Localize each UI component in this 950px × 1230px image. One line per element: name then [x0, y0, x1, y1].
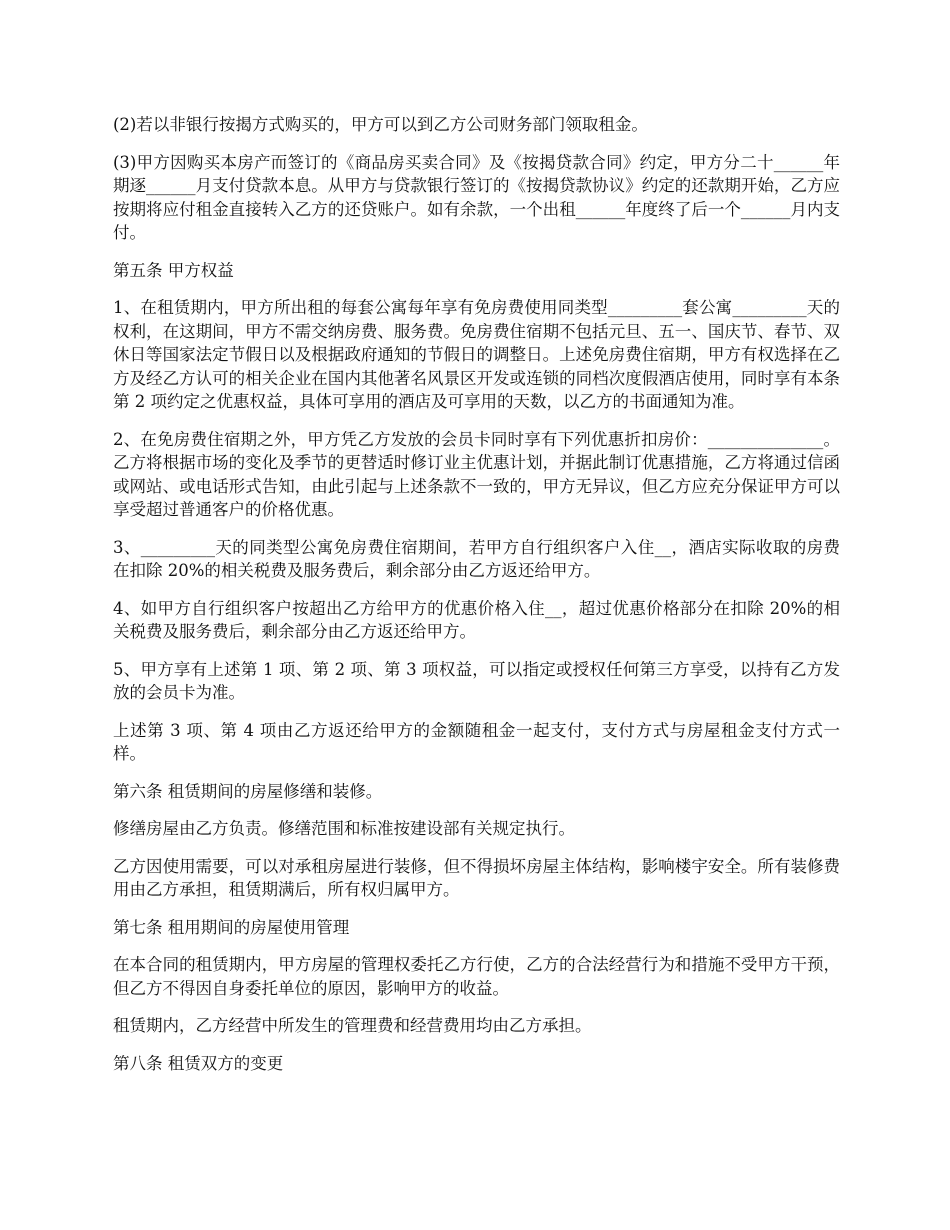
- article-6-heading: 第六条 租赁期间的房屋修缮和装修。: [113, 781, 383, 801]
- article-7-management-paragraph: 在本合同的租赁期内，甲方房屋的管理权委托乙方行使，乙方的合法经营行为和措施不受甲方干预，但乙方不得因自身委托单位的原因，影响甲方的收益。: [113, 955, 840, 998]
- article-5-payment-note: 上述第 3 项、第 4 项由乙方返还给甲方的金额随租金一起支付，支付方式与房屋租金支付方式一样。: [113, 720, 840, 763]
- document-page: [113, 113, 840, 1089]
- article-6-renovation-paragraph: 乙方因使用需要，可以对承租房屋进行装修，但不得损坏房屋主体结构，影响楼宇安全。所有装修费用由乙方承担，租赁期满后，所有权归属甲方。: [113, 856, 840, 899]
- article-5-item-2: 2、在免房费住宿期之外，甲方凭乙方发放的会员卡同时享有下列优惠折扣房价：______________。乙方将根据市场的变化及季节的更替适时修订业主优惠计划，并据此制订优惠措施，乙方将通过信函或网站、或电话形式告知，由此引起与上述条款不一致的，甲方无异议，但乙方应充分保证甲方可以享受超过普通客户的价格优惠。: [113, 429, 840, 519]
- article-5-item-1: 1、在租赁期内，甲方所出租的每套公寓每年享有免房费使用同类型_________套公寓_________天的权利，在这期间，甲方不需交纳房费、服务费。免房费住宿期不包括元旦、五一、国庆节、春节、双休日等国家法定节假日以及根据政府通知的节假日的调整日。上述免房费住宿期，甲方有权选择在乙方及经乙方认可的相关企业在国内其他著名风景区开发或连锁的同档次度假酒店使用，同时享有本条第 2 项约定之优惠权益，具体可享用的酒店及可享用的天数，以乙方的书面通知为准。: [113, 298, 840, 411]
- article-8-heading: 第八条 租赁双方的变更: [113, 1053, 284, 1073]
- article-5-item-3: 3、_________天的同类型公寓免房费住宿期间，若甲方自行组织客户入住__，酒店实际收取的房费在扣除 20%的相关税费及服务费后，剩余部分由乙方返还给甲方。: [113, 537, 840, 580]
- clause-2-paragraph: (2)若以非银行按揭方式购买的，甲方可以到乙方公司财务部门领取租金。: [113, 115, 648, 134]
- article-6-repair-paragraph: 修缮房屋由乙方负责。修缮范围和标准按建设部有关规定执行。: [113, 819, 575, 838]
- article-7-heading: 第七条 租用期间的房屋使用管理: [113, 917, 350, 937]
- clause-3-paragraph: (3)甲方因购买本房产而签订的《商品房买卖合同》及《按揭贷款合同》约定，甲方分二十______年期逐______月支付贷款本息。从甲方与贷款银行签订的《按揭贷款协议》约定的还款期开始，乙方应按期将应付租金直接转入乙方的还贷账户。如有余款，一个出租______年度终了后一个______月内支付。: [113, 152, 840, 242]
- article-5-item-5: 5、甲方享有上述第 1 项、第 2 项、第 3 项权益，可以指定或授权任何第三方享受，以持有乙方发放的会员卡为准。: [113, 659, 840, 702]
- article-7-fees-paragraph: 租赁期内，乙方经营中所发生的管理费和经营费用均由乙方承担。: [113, 1016, 592, 1035]
- article-5-heading: 第五条 甲方权益: [113, 260, 234, 280]
- article-5-item-4: 4、如甲方自行组织客户按超出乙方给甲方的优惠价格入住__，超过优惠价格部分在扣除 20%的相关税费及服务费后，剩余部分由乙方返还给甲方。: [113, 598, 840, 641]
